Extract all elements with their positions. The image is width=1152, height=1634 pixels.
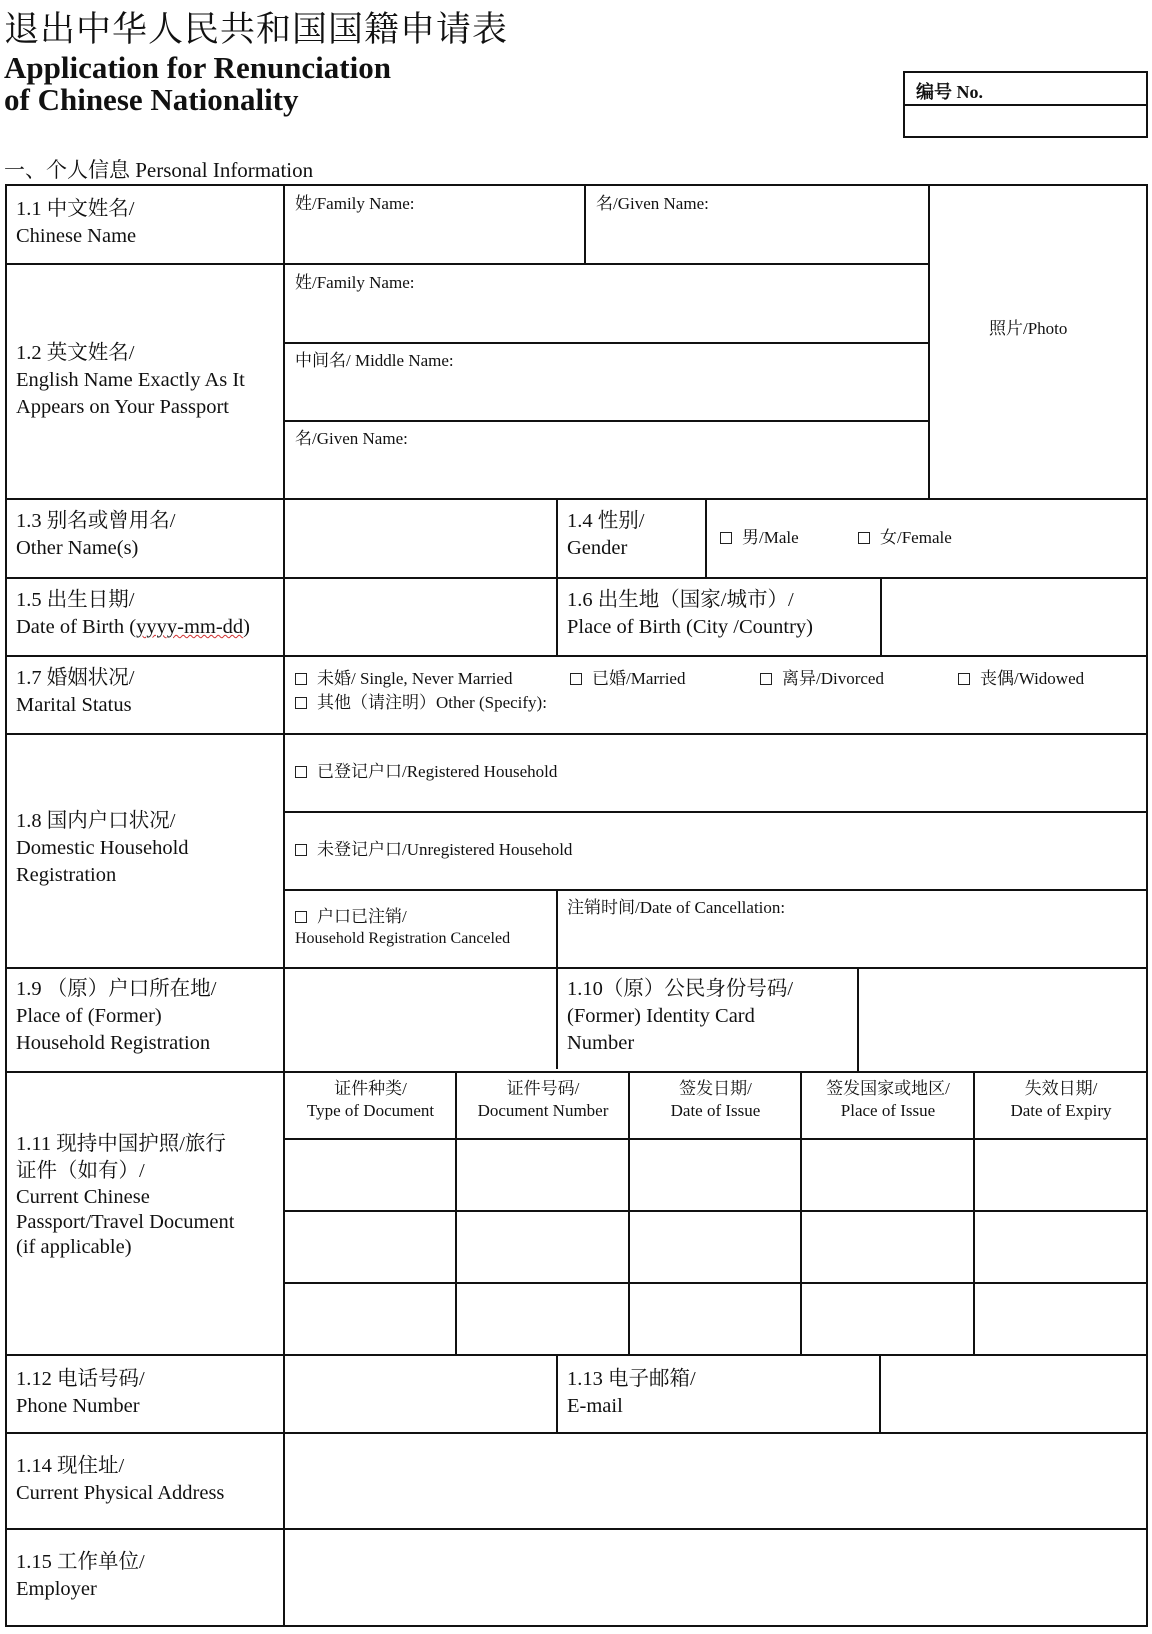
doc-cell[interactable] bbox=[458, 1284, 628, 1354]
col-divider bbox=[705, 498, 707, 578]
option-label: 女/Female bbox=[880, 528, 952, 547]
household-location-field[interactable] bbox=[286, 969, 556, 1071]
doc-cell[interactable] bbox=[286, 1140, 455, 1210]
label-en: (if applicable) bbox=[16, 1236, 132, 1258]
column-header-number bbox=[457, 1078, 629, 1122]
row-divider bbox=[5, 263, 929, 265]
label-en: Other Name(s) bbox=[16, 537, 139, 559]
field-label-email bbox=[567, 1366, 696, 1420]
form-number-field[interactable] bbox=[905, 106, 1146, 136]
photo-label: 照片/Photo bbox=[989, 319, 1068, 338]
option-label-en: Household Registration Canceled bbox=[295, 930, 511, 947]
doc-cell[interactable] bbox=[631, 1284, 800, 1354]
doc-cell[interactable] bbox=[976, 1212, 1146, 1282]
cancellation-date-field[interactable] bbox=[559, 891, 1146, 967]
table-border-right bbox=[1146, 184, 1148, 1627]
label-en: Employer bbox=[16, 1578, 97, 1600]
label-en: Number bbox=[567, 1032, 635, 1054]
col-divider bbox=[879, 1354, 881, 1434]
label-cn: 1.8 国内户口状况/ bbox=[16, 810, 176, 832]
label-en: Registration bbox=[16, 864, 117, 886]
row-divider bbox=[283, 811, 1148, 813]
header-en: Place of Issue bbox=[840, 1101, 936, 1120]
header-cn: 证件种类/ bbox=[334, 1079, 407, 1098]
label-cn: 1.4 性别/ bbox=[567, 510, 645, 532]
form-title-english-line2: of Chinese Nationality bbox=[4, 82, 299, 117]
label-en: Current Chinese bbox=[16, 1186, 150, 1208]
field-label-phone bbox=[16, 1366, 145, 1420]
option-label: 丧偶/Widowed bbox=[980, 669, 1085, 688]
row-divider bbox=[5, 655, 1148, 657]
label-cn: 1.3 别名或曾用名/ bbox=[16, 510, 176, 532]
col-divider bbox=[556, 889, 558, 1069]
english-family-name-label: 姓/Family Name: bbox=[295, 273, 415, 292]
checkbox-icon[interactable] bbox=[570, 673, 582, 685]
form-number-box bbox=[903, 71, 1148, 138]
checkbox-icon[interactable] bbox=[295, 911, 307, 923]
header-cn: 失效日期/ bbox=[1024, 1079, 1098, 1098]
field-label-household-registration bbox=[16, 808, 189, 889]
label-en: Marital Status bbox=[16, 694, 132, 716]
english-given-name-label: 名/Given Name: bbox=[295, 429, 408, 448]
form-title-english-line1: Application for Renunciation bbox=[4, 50, 391, 85]
english-middle-name-label: 中间名/ Middle Name: bbox=[295, 351, 454, 370]
doc-cell[interactable] bbox=[976, 1140, 1146, 1210]
label-en: Appears on Your Passport bbox=[16, 396, 229, 418]
option-label: 已登记户口/Registered Household bbox=[317, 762, 558, 781]
field-label-employer bbox=[16, 1549, 145, 1603]
gender-option-female[interactable] bbox=[858, 527, 952, 549]
household-option-unregistered[interactable] bbox=[295, 839, 572, 861]
checkbox-icon[interactable] bbox=[295, 673, 307, 685]
chinese-family-name-label: 姓/Family Name: bbox=[295, 194, 415, 213]
column-header-expiry-date bbox=[975, 1078, 1147, 1122]
label-en: Phone Number bbox=[16, 1395, 140, 1417]
field-label-date-of-birth bbox=[16, 587, 250, 641]
field-label-place-of-birth bbox=[567, 587, 813, 641]
employer-field[interactable] bbox=[286, 1530, 1146, 1625]
field-label-identity-card bbox=[567, 976, 793, 1057]
household-option-registered[interactable] bbox=[295, 761, 557, 783]
date-of-birth-field[interactable] bbox=[286, 579, 556, 655]
label-en: Current Physical Address bbox=[16, 1482, 225, 1504]
cancellation-date-label: 注销时间/Date of Cancellation: bbox=[567, 898, 786, 917]
marital-option-married[interactable] bbox=[570, 668, 685, 690]
form-number-label: 编号 No. bbox=[905, 73, 1146, 106]
doc-cell[interactable] bbox=[976, 1284, 1146, 1354]
field-label-household-location bbox=[16, 976, 216, 1057]
address-field[interactable] bbox=[286, 1434, 1146, 1528]
form-title-chinese: 退出中华人民共和国国籍申请表 bbox=[4, 10, 509, 49]
label-cn: 1.5 出生日期/ bbox=[16, 589, 135, 611]
checkbox-icon[interactable] bbox=[858, 532, 870, 544]
english-given-name-field[interactable] bbox=[286, 422, 928, 498]
household-option-canceled[interactable] bbox=[295, 906, 510, 950]
doc-cell[interactable] bbox=[631, 1140, 800, 1210]
label-en: Place of Birth (City /Country) bbox=[567, 616, 813, 638]
label-cn: 1.12 电话号码/ bbox=[16, 1368, 145, 1390]
checkbox-icon[interactable] bbox=[295, 844, 307, 856]
option-label: 离异/Divorced bbox=[782, 669, 884, 688]
doc-cell[interactable] bbox=[803, 1212, 973, 1282]
column-header-type bbox=[285, 1078, 456, 1122]
col-divider bbox=[880, 577, 882, 657]
label-cn: 1.10（原）公民身份号码/ bbox=[567, 978, 794, 1000]
label-cn: 1.2 英文姓名/ bbox=[16, 342, 135, 364]
header-en: Type of Document bbox=[306, 1101, 435, 1120]
label-cn: 1.14 现住址/ bbox=[16, 1455, 125, 1477]
header-en: Date of Issue bbox=[670, 1101, 761, 1120]
field-label-other-names bbox=[16, 508, 175, 562]
label-column-divider bbox=[283, 184, 285, 1627]
email-field[interactable] bbox=[882, 1356, 1146, 1432]
chinese-given-name-field[interactable] bbox=[587, 186, 928, 263]
row-divider bbox=[5, 1071, 1148, 1073]
option-label-cn: 户口已注销/ bbox=[317, 907, 407, 926]
option-label: 未婚/ Single, Never Married bbox=[317, 669, 513, 688]
label-en: Domestic Household bbox=[16, 837, 189, 859]
chinese-family-name-field[interactable] bbox=[286, 186, 584, 263]
header-cn: 签发国家或地区/ bbox=[826, 1079, 950, 1098]
label-cn: 1.11 现持中国护照/旅行 bbox=[16, 1133, 226, 1155]
option-label: 未登记户口/Unregistered Household bbox=[317, 840, 573, 859]
label-en: Place of (Former) bbox=[16, 1005, 162, 1027]
table-border-left bbox=[5, 184, 7, 1627]
row-divider bbox=[5, 733, 1148, 735]
section-title-personal-information: 一、个人信息 Personal Information bbox=[4, 158, 314, 182]
photo-column-divider bbox=[928, 184, 930, 500]
marital-option-widowed[interactable] bbox=[958, 668, 1084, 690]
marital-option-divorced[interactable] bbox=[760, 668, 884, 690]
form-title-english bbox=[4, 52, 391, 116]
label-en-suffix: ) bbox=[243, 616, 250, 638]
field-label-marital-status bbox=[16, 665, 134, 719]
col-divider bbox=[584, 184, 586, 265]
marital-option-other[interactable] bbox=[295, 692, 547, 714]
option-label: 已婚/Married bbox=[592, 669, 686, 688]
label-en: English Name Exactly As It bbox=[16, 369, 245, 391]
checkbox-icon[interactable] bbox=[720, 532, 732, 544]
table-border-bottom bbox=[5, 1625, 1148, 1627]
marital-option-single[interactable] bbox=[295, 668, 512, 690]
doc-cell[interactable] bbox=[286, 1212, 455, 1282]
field-label-current-passport bbox=[16, 1131, 234, 1260]
doc-cell[interactable] bbox=[803, 1284, 973, 1354]
col-divider bbox=[857, 967, 859, 1073]
label-en: (Former) Identity Card bbox=[567, 1005, 755, 1027]
label-cn: 1.15 工作单位/ bbox=[16, 1551, 145, 1573]
date-format-hint: yyyy-mm-dd bbox=[136, 616, 244, 638]
label-en: E-mail bbox=[567, 1395, 623, 1417]
other-names-field[interactable] bbox=[286, 500, 556, 577]
doc-cell[interactable] bbox=[631, 1212, 800, 1282]
checkbox-icon[interactable] bbox=[958, 673, 970, 685]
label-cn: 1.1 中文姓名/ bbox=[16, 198, 135, 220]
field-label-chinese-name bbox=[16, 196, 136, 250]
label-en: Chinese Name bbox=[16, 225, 137, 247]
photo-area[interactable] bbox=[931, 186, 1146, 498]
label-cn: 1.6 出生地（国家/城市）/ bbox=[567, 589, 794, 611]
identity-card-field[interactable] bbox=[860, 969, 1146, 1071]
header-en: Date of Expiry bbox=[1010, 1101, 1112, 1120]
column-header-issue-date bbox=[630, 1078, 801, 1122]
label-en: Passport/Travel Document bbox=[16, 1211, 235, 1233]
header-cn: 证件号码/ bbox=[506, 1079, 580, 1098]
label-cn: 证件（如有）/ bbox=[16, 1160, 145, 1182]
doc-cell[interactable] bbox=[803, 1140, 973, 1210]
label-en bbox=[16, 614, 250, 641]
column-header-issue-place bbox=[802, 1078, 974, 1122]
checkbox-icon[interactable] bbox=[295, 697, 307, 709]
option-label: 其他（请注明）Other (Specify): bbox=[317, 693, 547, 712]
english-middle-name-field[interactable] bbox=[286, 344, 928, 420]
field-label-gender bbox=[567, 508, 644, 562]
header-en: Document Number bbox=[477, 1101, 609, 1120]
label-cn: 1.9 （原）户口所在地/ bbox=[16, 978, 217, 1000]
col-divider bbox=[556, 498, 558, 656]
label-en: Household Registration bbox=[16, 1032, 211, 1054]
doc-cell[interactable] bbox=[458, 1212, 628, 1282]
gender-option-male[interactable] bbox=[720, 527, 799, 549]
doc-cell[interactable] bbox=[286, 1284, 455, 1354]
chinese-given-name-label: 名/Given Name: bbox=[596, 194, 709, 213]
label-cn: 1.7 婚姻状况/ bbox=[16, 667, 135, 689]
phone-field[interactable] bbox=[286, 1356, 556, 1432]
label-cn: 1.13 电子邮箱/ bbox=[567, 1368, 696, 1390]
row-divider bbox=[5, 498, 1148, 500]
english-family-name-field[interactable] bbox=[286, 266, 928, 342]
doc-cell[interactable] bbox=[458, 1140, 628, 1210]
checkbox-icon[interactable] bbox=[760, 673, 772, 685]
field-label-address bbox=[16, 1453, 224, 1507]
place-of-birth-field[interactable] bbox=[883, 579, 1146, 655]
col-divider bbox=[556, 1354, 558, 1434]
field-label-english-name bbox=[16, 340, 245, 421]
checkbox-icon[interactable] bbox=[295, 766, 307, 778]
label-en: Gender bbox=[567, 537, 628, 559]
label-en-prefix: Date of Birth ( bbox=[16, 616, 137, 638]
header-cn: 签发日期/ bbox=[679, 1079, 752, 1098]
option-label: 男/Male bbox=[742, 528, 799, 547]
